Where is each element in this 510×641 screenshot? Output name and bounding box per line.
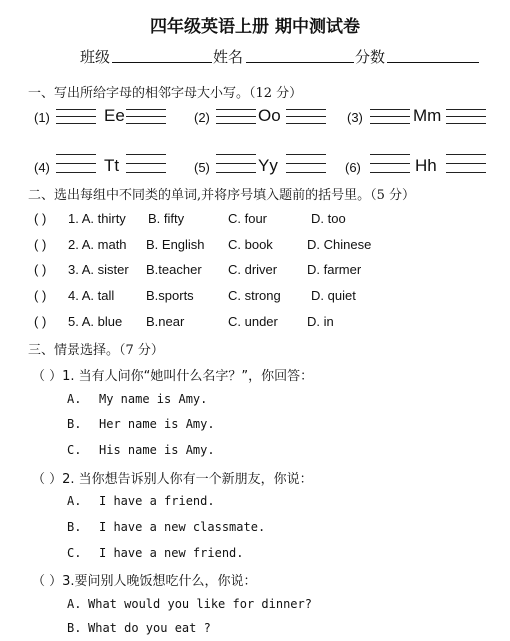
- item-number: (3): [347, 110, 363, 125]
- answer-lines[interactable]: [370, 107, 410, 127]
- item-number: (1): [34, 110, 50, 125]
- name-blank[interactable]: [246, 48, 354, 63]
- option-a: 3. A. sister: [68, 262, 129, 277]
- option-a: 2. A. math: [68, 237, 127, 252]
- item-number: (5): [194, 160, 210, 175]
- class-label: 班级: [80, 48, 111, 66]
- answer-lines[interactable]: [370, 152, 410, 180]
- option-d: D. quiet: [311, 288, 356, 303]
- option-b: B. fifty: [148, 211, 185, 226]
- option-d: D. too: [311, 211, 346, 226]
- letter-pair: Tt: [104, 156, 120, 175]
- letter-pair: Mm: [413, 106, 442, 125]
- item-number: (2): [194, 110, 210, 125]
- name-label: 姓名: [213, 48, 244, 66]
- option-c: C. four: [228, 211, 268, 226]
- letter-pair: Yy: [258, 156, 278, 175]
- answer-lines[interactable]: [216, 152, 256, 180]
- option-text[interactable]: I have a new classmate.: [99, 520, 266, 534]
- answer-lines[interactable]: [126, 152, 166, 180]
- answer-lines[interactable]: [56, 107, 96, 127]
- option-text[interactable]: My name is Amy.: [99, 392, 208, 406]
- option-b: B.near: [146, 314, 185, 329]
- option-b: B.sports: [146, 288, 194, 303]
- option-text[interactable]: What would you like for dinner?: [88, 597, 312, 611]
- option-letter: C.: [67, 546, 82, 560]
- option-text[interactable]: I have a new friend.: [99, 546, 244, 560]
- option-d: D. farmer: [307, 262, 362, 277]
- letter-pair: Hh: [415, 156, 437, 175]
- option-c: C. driver: [228, 262, 278, 277]
- score-blank[interactable]: [387, 48, 479, 63]
- item-number: (4): [34, 160, 50, 175]
- option-letter: B.: [67, 417, 82, 431]
- section3-heading: 三、情景选择。（7 分）: [28, 343, 164, 358]
- option-d: D. in: [307, 314, 334, 329]
- class-blank[interactable]: [112, 48, 212, 63]
- section1-heading: 一、写出所给字母的相邻字母大小写。（12 分）: [28, 86, 303, 101]
- page-title: 四年级英语上册 期中测试卷: [150, 17, 360, 37]
- letter-pair: Ee: [104, 106, 125, 125]
- option-letter: A.: [67, 494, 82, 508]
- answer-paren[interactable]: ( ): [34, 211, 47, 226]
- item-number: (6): [345, 160, 361, 175]
- question-stem: （ ）1. 当有人问你“她叫什么名字？”，你回答：: [32, 369, 314, 384]
- option-a: 4. A. tall: [68, 288, 115, 303]
- option-text[interactable]: I have a friend.: [99, 494, 215, 508]
- option-c: C. under: [228, 314, 278, 329]
- option-b: B.teacher: [146, 262, 202, 277]
- option-letter: B.: [67, 621, 82, 635]
- answer-lines[interactable]: [286, 107, 326, 127]
- answer-paren[interactable]: ( ): [34, 288, 47, 303]
- answer-lines[interactable]: [446, 152, 486, 180]
- option-a: 5. A. blue: [68, 314, 123, 329]
- score-label: 分数: [355, 48, 386, 66]
- answer-paren[interactable]: ( ): [34, 262, 47, 277]
- option-letter: B.: [67, 520, 82, 534]
- answer-lines[interactable]: [126, 107, 166, 127]
- answer-lines[interactable]: [56, 152, 96, 180]
- option-letter: A.: [67, 392, 82, 406]
- option-letter: C.: [67, 443, 82, 457]
- section2-heading: 二、选出每组中不同类的单词,并将序号填入题前的括号里。（5 分）: [28, 188, 416, 203]
- option-d: D. Chinese: [307, 237, 372, 252]
- answer-paren[interactable]: ( ): [34, 314, 47, 329]
- answer-lines[interactable]: [216, 107, 256, 127]
- answer-paren[interactable]: ( ): [34, 237, 47, 252]
- option-c: C. strong: [228, 288, 281, 303]
- question-stem: （ ）3.要问别人晚饭想吃什么，你说：: [32, 574, 257, 589]
- answer-lines[interactable]: [286, 152, 326, 180]
- option-text[interactable]: What do you eat ?: [88, 621, 211, 635]
- answer-lines[interactable]: [446, 107, 486, 127]
- option-a: 1. A. thirty: [68, 211, 126, 226]
- option-text[interactable]: His name is Amy.: [99, 443, 215, 457]
- question-stem: （ ）2. 当你想告诉别人你有一个新朋友，你说：: [32, 472, 313, 487]
- letter-pair: Oo: [258, 106, 281, 125]
- option-b: B. English: [146, 237, 205, 252]
- option-c: C. book: [228, 237, 273, 252]
- option-letter: A.: [67, 597, 82, 611]
- option-text[interactable]: Her name is Amy.: [99, 417, 215, 431]
